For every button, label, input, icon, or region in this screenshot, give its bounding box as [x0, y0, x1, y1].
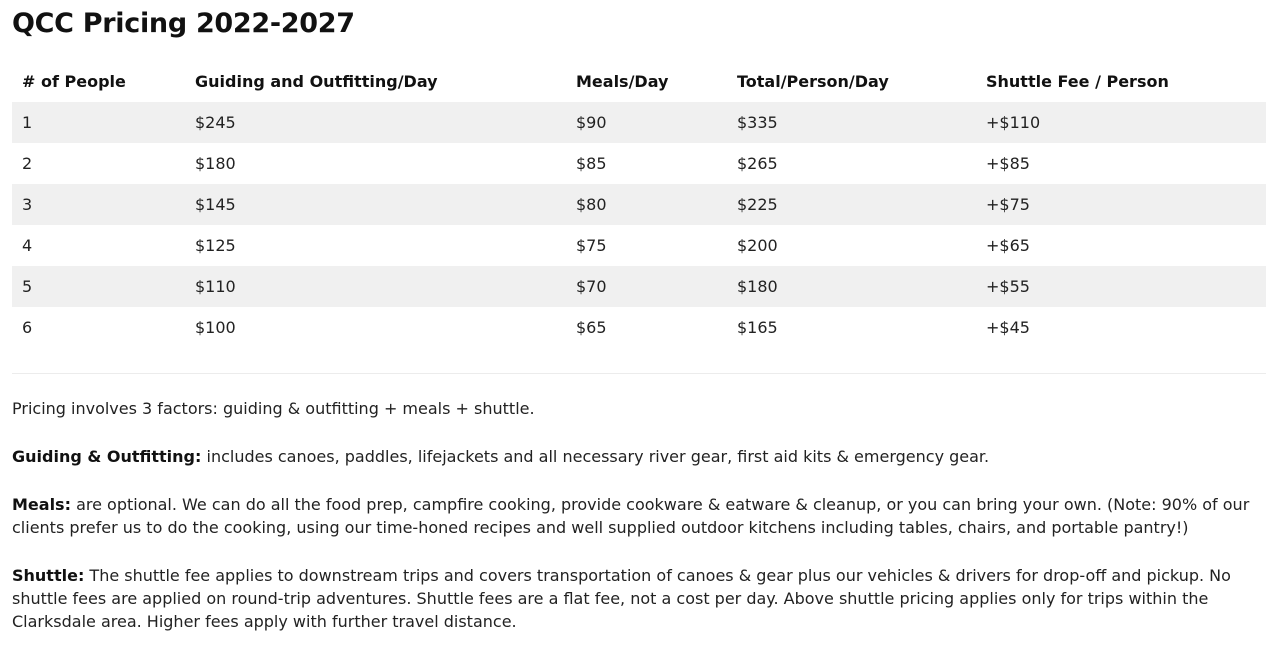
table-row [12, 102, 1266, 143]
cell-shuttle: +$85 [976, 143, 1266, 184]
section-divider [12, 373, 1266, 374]
cell-meals: $65 [566, 307, 727, 348]
cell-meals: $75 [566, 225, 727, 266]
cell-shuttle: +$55 [976, 266, 1266, 307]
cell-total: $225 [727, 184, 976, 225]
cell-guiding: $125 [185, 225, 566, 266]
header-guiding: Guiding and Outfitting/Day [195, 72, 438, 91]
table-row [12, 307, 1266, 348]
notes-guiding [12, 445, 1268, 468]
cell-shuttle: +$65 [976, 225, 1266, 266]
pricing-table [12, 61, 1266, 348]
cell-people: 3 [12, 184, 185, 225]
table-row [12, 266, 1266, 307]
cell-people: 1 [12, 102, 185, 143]
header-meals: Meals/Day [576, 72, 669, 91]
cell-total: $200 [727, 225, 976, 266]
cell-guiding: $180 [185, 143, 566, 184]
cell-meals: $90 [566, 102, 727, 143]
notes-meals [12, 493, 1268, 539]
header-shuttle: Shuttle Fee / Person [986, 72, 1169, 91]
notes-shuttle [12, 564, 1268, 633]
cell-guiding: $110 [185, 266, 566, 307]
pricing-table-header [12, 61, 1266, 102]
cell-guiding: $245 [185, 102, 566, 143]
cell-meals: $80 [566, 184, 727, 225]
table-row [12, 225, 1266, 266]
cell-shuttle: +$75 [976, 184, 1266, 225]
header-total: Total/Person/Day [737, 72, 889, 91]
cell-shuttle: +$45 [976, 307, 1266, 348]
notes-meals-label: Meals: [12, 495, 71, 514]
cell-guiding: $145 [185, 184, 566, 225]
notes-guiding-label: Guiding & Outfitting: [12, 447, 202, 466]
notes-shuttle-label: Shuttle: [12, 566, 85, 585]
cell-total: $265 [727, 143, 976, 184]
table-row [12, 143, 1266, 184]
cell-people: 6 [12, 307, 185, 348]
cell-shuttle: +$110 [976, 102, 1266, 143]
page-title: QCC Pricing 2022-2027 [12, 8, 355, 39]
table-row [12, 184, 1266, 225]
cell-people: 4 [12, 225, 185, 266]
pricing-notes [12, 397, 1268, 658]
header-people: # of People [22, 72, 126, 91]
notes-shuttle-text: The shuttle fee applies to downstream trips and covers transportation of canoes & gear plus our vehicles & drivers for drop-off and pickup. No shuttle fees are applied on round-trip adventures. Shuttle fees are a flat fee, not a cost per day. Above shuttle pricing applies only for trips within the Clarksdale area. Higher fees apply with further travel distance. [12, 566, 1231, 631]
cell-meals: $70 [566, 266, 727, 307]
cell-people: 5 [12, 266, 185, 307]
notes-intro: Pricing involves 3 factors: guiding & outfitting + meals + shuttle. [12, 399, 535, 418]
cell-total: $165 [727, 307, 976, 348]
cell-total: $335 [727, 102, 976, 143]
cell-guiding: $100 [185, 307, 566, 348]
cell-people: 2 [12, 143, 185, 184]
header-row [12, 61, 1266, 102]
cell-meals: $85 [566, 143, 727, 184]
cell-total: $180 [727, 266, 976, 307]
notes-meals-text: are optional. We can do all the food prep, campfire cooking, provide cookware & eatware & cleanup, or you can bring your own. (Note: 90% of our clients prefer us to do the cooking, using our time-honed recipes and well supplied outdoor kitchens including tables, chairs, and portable pantry!) [12, 495, 1250, 537]
notes-guiding-text: includes canoes, paddles, lifejackets and all necessary river gear, first aid kits & emergency gear. [201, 447, 990, 466]
pricing-table-body [12, 102, 1266, 348]
